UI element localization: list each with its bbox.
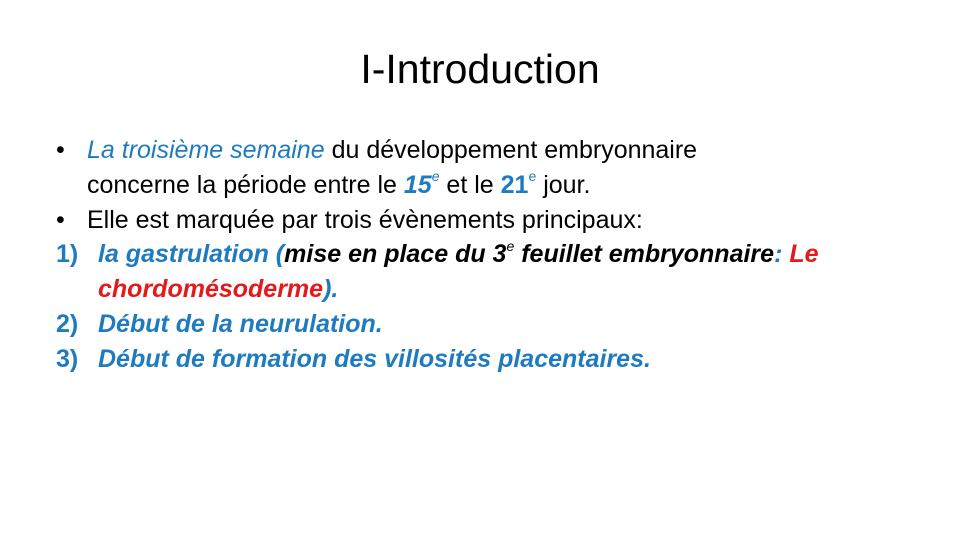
bullet-text: du développement embryonnaire bbox=[324, 136, 698, 164]
bullet-marker: • bbox=[56, 136, 65, 164]
numbered-text: : bbox=[774, 240, 790, 269]
slide-content bbox=[56, 133, 936, 377]
bullet-item bbox=[56, 133, 936, 203]
chordomesoderm-le: Le bbox=[789, 240, 819, 269]
numbered-text: ). bbox=[323, 275, 339, 304]
numbered-item bbox=[56, 237, 936, 307]
bullet-text: jour. bbox=[536, 170, 591, 199]
numbered-marker: 3) bbox=[56, 344, 79, 373]
numbered-marker: 1) bbox=[56, 240, 79, 269]
bullet-marker: • bbox=[56, 205, 65, 234]
bullet-text: concerne la période entre le bbox=[87, 170, 404, 199]
slide-title: I-Introduction bbox=[360, 46, 600, 92]
numbered-text: feuillet embryonnaire bbox=[514, 240, 775, 269]
day-21: 21 bbox=[500, 170, 529, 199]
day-21-superscript: e bbox=[528, 168, 537, 185]
bullet-text: Elle est marquée par trois évènements principaux: bbox=[87, 205, 643, 234]
day-15-superscript: e bbox=[431, 168, 440, 185]
bullet-item bbox=[56, 203, 936, 238]
chordomesoderm-term: chordomésoderme bbox=[98, 275, 324, 304]
numbered-text: mise en place du 3 bbox=[284, 240, 507, 269]
numbered-text: Début de formation des villosités placentaires. bbox=[98, 344, 651, 373]
gastrulation-label: la gastrulation ( bbox=[98, 240, 285, 269]
numbered-text: Début de la neurulation. bbox=[98, 309, 383, 338]
numbered-marker: 2) bbox=[56, 309, 79, 338]
numbered-item bbox=[56, 342, 936, 377]
day-15: 15 bbox=[403, 170, 432, 199]
highlight-third-week: La troisième semaine bbox=[87, 136, 325, 164]
numbered-item bbox=[56, 307, 936, 342]
bullet-text: et le bbox=[439, 170, 501, 199]
third-superscript: e bbox=[506, 238, 515, 255]
